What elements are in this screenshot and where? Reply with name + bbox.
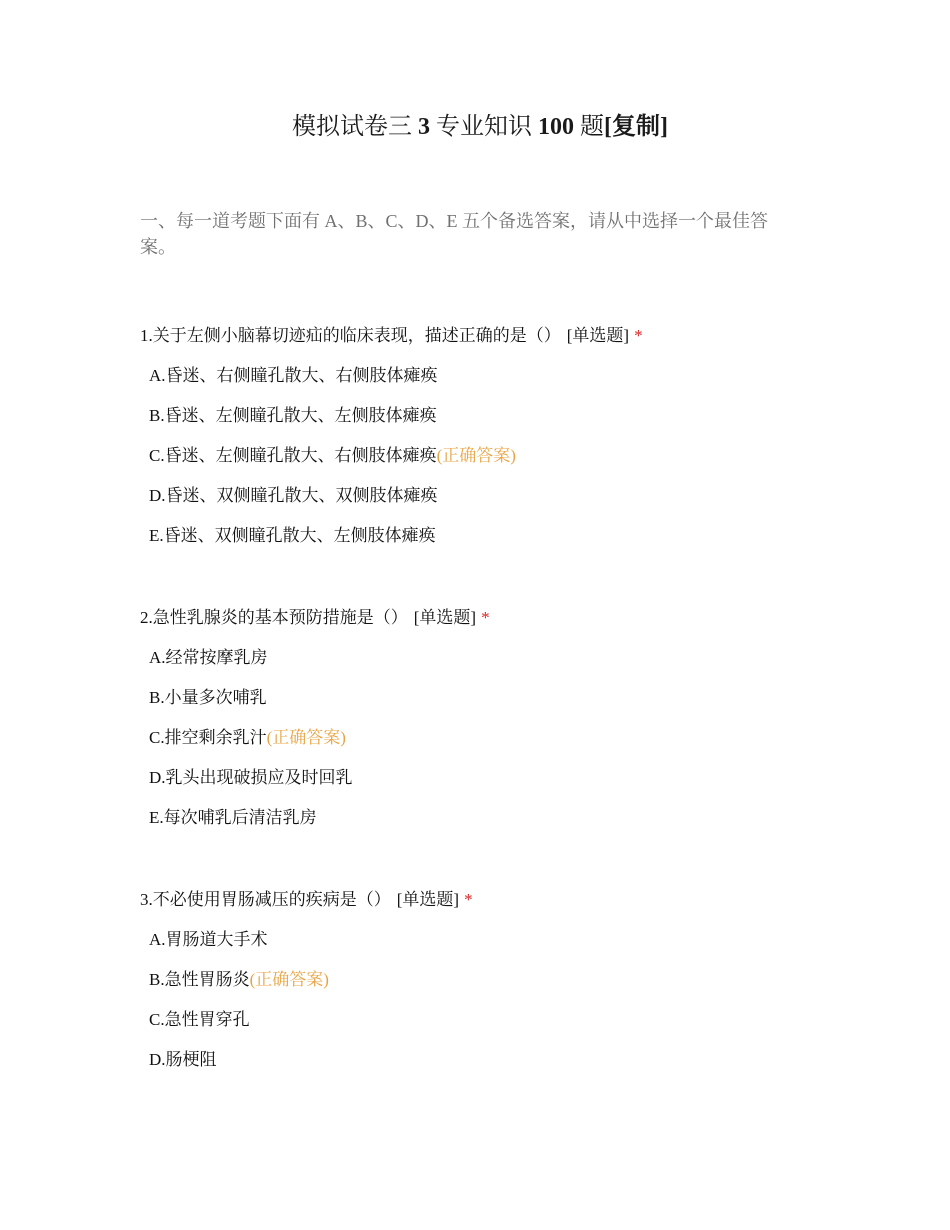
- option-e[interactable]: [149, 806, 820, 830]
- option-text: D.昏迷、双侧瞳孔散大、双侧肢体瘫痪: [149, 486, 438, 505]
- option-e[interactable]: [149, 524, 820, 548]
- title-part: 模拟试卷三: [292, 114, 418, 140]
- option-b[interactable]: [149, 404, 820, 428]
- option-text: D.乳头出现破损应及时回乳: [149, 768, 353, 787]
- option-text: E.昏迷、双侧瞳孔散大、左侧肢体瘫痪: [149, 526, 436, 545]
- option-a[interactable]: [149, 646, 820, 670]
- required-mark: *: [464, 890, 473, 909]
- option-d[interactable]: [149, 484, 820, 508]
- correct-answer-tag: (正确答案): [249, 970, 329, 989]
- title-part: 100: [538, 114, 574, 140]
- title-part: 3: [418, 114, 430, 140]
- option-text: A.胃肠道大手术: [149, 930, 268, 949]
- question-text: 2.急性乳腺炎的基本预防措施是（）: [140, 608, 408, 627]
- title-copy-tag: [复制]: [604, 114, 668, 140]
- option-text: B.昏迷、左侧瞳孔散大、左侧肢体瘫痪: [149, 406, 437, 425]
- correct-answer-tag: (正确答案): [266, 728, 346, 747]
- option-a[interactable]: [149, 364, 820, 388]
- required-mark: *: [481, 608, 490, 627]
- option-c[interactable]: [149, 1008, 820, 1032]
- question-3: [140, 888, 820, 1072]
- option-b[interactable]: [149, 968, 820, 992]
- title-part: 专业知识: [430, 114, 538, 140]
- required-mark: *: [634, 326, 643, 345]
- option-text: C.昏迷、左侧瞳孔散大、右侧肢体瘫痪: [149, 446, 437, 465]
- option-d[interactable]: [149, 1048, 820, 1072]
- question-type-label: [单选题]: [413, 608, 477, 627]
- question-text: 3.不必使用胃肠减压的疾病是（）: [140, 890, 391, 909]
- option-text: E.每次哺乳后清洁乳房: [149, 808, 317, 827]
- question-type-label: [单选题]: [566, 326, 630, 345]
- option-c[interactable]: [149, 444, 820, 468]
- option-text: B.小量多次哺乳: [149, 688, 267, 707]
- option-d[interactable]: [149, 766, 820, 790]
- title-part: 题: [574, 114, 604, 140]
- option-c[interactable]: [149, 726, 820, 750]
- option-text: A.经常按摩乳房: [149, 648, 268, 667]
- question-type-label: [单选题]: [396, 890, 460, 909]
- option-text: A.昏迷、右侧瞳孔散大、右侧肢体瘫痪: [149, 366, 438, 385]
- instructions: 一、每一道考题下面有 A、B、C、D、E 五个备选答案，请从中选择一个最佳答案。: [140, 211, 769, 257]
- option-a[interactable]: [149, 928, 820, 952]
- question-stem: [140, 324, 820, 348]
- option-b[interactable]: [149, 686, 820, 710]
- option-text: C.急性胃穿孔: [149, 1010, 250, 1029]
- correct-answer-tag: (正确答案): [436, 446, 516, 465]
- question-1: [140, 324, 820, 548]
- question-text: 1.关于左侧小脑幕切迹疝的临床表现，描述正确的是（）: [140, 326, 561, 345]
- question-stem: [140, 888, 820, 912]
- option-text: C.排空剩余乳汁: [149, 728, 267, 747]
- page-title: [0, 111, 950, 143]
- question-2: [140, 606, 820, 830]
- question-stem: [140, 606, 820, 630]
- option-text: B.急性胃肠炎: [149, 970, 250, 989]
- option-text: D.肠梗阻: [149, 1050, 217, 1069]
